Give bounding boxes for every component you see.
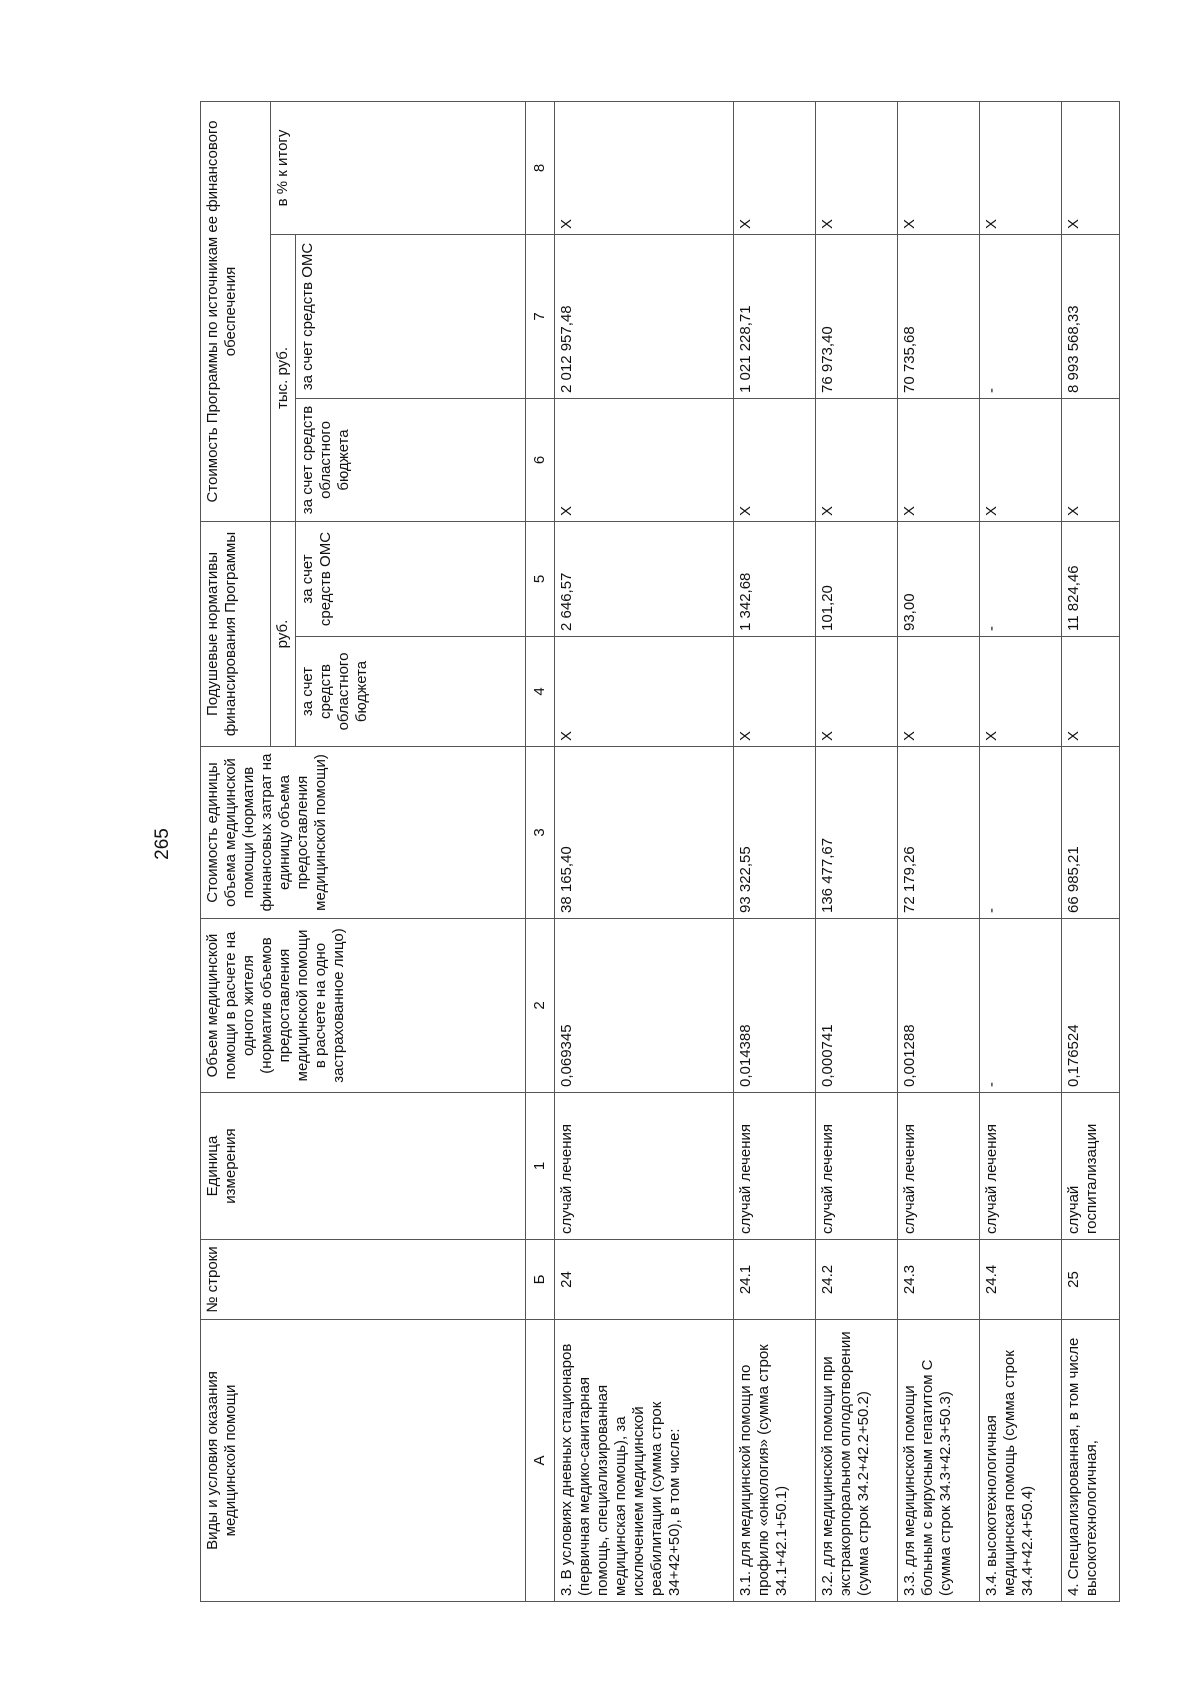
header-unit-cost: Стоимость единицы объема медицинской помощи (норматив финансовых затрат на единицу объема предоставления медицинской помощи)	[201, 747, 526, 919]
table-row	[898, 101, 980, 1601]
row-name: 3. В условиях дневных стационаров (первичная медико-санитарная помощь, специализированная медицинская помощь), за исключением медицинской реабилитации (сумма строк 34+42+50), в том числе:	[555, 1320, 734, 1602]
row-unit: случай лечения	[733, 1093, 815, 1240]
header-norm-unit: руб.	[271, 522, 296, 747]
col-number: 1	[526, 1093, 555, 1240]
row-norm-oms: 11 824,46	[1062, 522, 1120, 637]
col-number: 6	[526, 399, 555, 522]
row-norm-budget: X	[898, 637, 980, 747]
rotated-table-container	[200, 102, 1120, 1602]
row-cost-oms: 2 012 957,48	[555, 235, 734, 399]
row-norm-oms: 2 646,57	[555, 522, 734, 637]
header-cost-budget: за счет средств областного бюджета	[296, 399, 526, 522]
col-number: 3	[526, 747, 555, 919]
header-volume: Объем медицинской помощи в расчете на одного жителя (норматив объемов предоставления медицинской помощи в расчете на одно застрахованное лицо)	[201, 919, 526, 1093]
row-cost-budget: X	[555, 399, 734, 522]
row-norm-oms: 93,00	[898, 522, 980, 637]
row-line: 24.1	[733, 1240, 815, 1320]
row-unit: случай лечения	[898, 1093, 980, 1240]
row-cost-oms: 1 021 228,71	[733, 235, 815, 399]
row-norm-budget: X	[980, 637, 1062, 747]
col-number: 5	[526, 522, 555, 637]
column-numbers-row	[526, 101, 555, 1601]
row-line: 25	[1062, 1240, 1120, 1320]
row-cost-budget: X	[980, 399, 1062, 522]
row-cost-unit: 93 322,55	[733, 747, 815, 919]
row-volume: 0,000741	[815, 919, 897, 1093]
row-unit: случай лечения	[980, 1093, 1062, 1240]
row-line: 24.4	[980, 1240, 1062, 1320]
header-norm-budget: за счет средств областного бюджета	[296, 637, 526, 747]
col-number: Б	[526, 1240, 555, 1320]
row-percent: X	[815, 101, 897, 234]
row-name: 3.1. для медицинской помощи по профилю «онкология» (сумма строк 34.1+42.1+50.1)	[733, 1320, 815, 1602]
row-cost-budget: X	[898, 399, 980, 522]
row-cost-oms: -	[980, 235, 1062, 399]
row-cost-oms: 76 973,40	[815, 235, 897, 399]
row-percent: X	[1062, 101, 1120, 234]
row-percent: X	[898, 101, 980, 234]
row-cost-budget: X	[733, 399, 815, 522]
row-cost-unit: -	[980, 747, 1062, 919]
row-cost-unit: 136 477,67	[815, 747, 897, 919]
row-name: 3.3. для медицинской помощи больным с вирусным гепатитом С (сумма строк 34.3+42.3+50.3)	[898, 1320, 980, 1602]
row-name: 3.2. для медицинской помощи при экстракорпоральном оплодотворении (сумма строк 34.2+42.2+50.2)	[815, 1320, 897, 1602]
row-volume: -	[980, 919, 1062, 1093]
row-line: 24	[555, 1240, 734, 1320]
row-percent: X	[733, 101, 815, 234]
row-name: 3.4. высокотехнологичная медицинская помощь (сумма строк 34.4+42.4+50.4)	[980, 1320, 1062, 1602]
table-row	[815, 101, 897, 1601]
row-cost-oms: 70 735,68	[898, 235, 980, 399]
row-cost-budget: X	[1062, 399, 1120, 522]
page-number: 265	[152, 828, 173, 860]
row-line: 24.3	[898, 1240, 980, 1320]
table-row	[1062, 101, 1120, 1601]
header-cost-unit: тыс. руб.	[271, 235, 296, 522]
row-norm-budget: X	[555, 637, 734, 747]
header-norm-oms: за счет средств ОМС	[296, 522, 526, 637]
col-number: 7	[526, 235, 555, 399]
table-row	[980, 101, 1062, 1601]
header-program-cost: Стоимость Программы по источникам ее финансового обеспечения	[201, 101, 271, 521]
row-norm-oms: 101,20	[815, 522, 897, 637]
row-volume: 0,176524	[1062, 919, 1120, 1093]
row-volume: 0,014388	[733, 919, 815, 1093]
row-name: 4. Специализированная, в том числе высокотехнологичная,	[1062, 1320, 1120, 1602]
row-volume: 0,001288	[898, 919, 980, 1093]
col-number: 2	[526, 919, 555, 1093]
table-row	[733, 101, 815, 1601]
header-line-no: № строки	[201, 1240, 526, 1320]
row-unit: случай госпитализации	[1062, 1093, 1120, 1240]
row-norm-budget: X	[1062, 637, 1120, 747]
header-percent: в % к итогу	[271, 101, 526, 234]
row-norm-oms: 1 342,68	[733, 522, 815, 637]
row-percent: X	[980, 101, 1062, 234]
financing-table	[200, 101, 1120, 1602]
header-unit: Единица измерения	[201, 1093, 526, 1240]
row-norm-oms: -	[980, 522, 1062, 637]
row-cost-unit: 66 985,21	[1062, 747, 1120, 919]
row-unit: случай лечения	[815, 1093, 897, 1240]
table-row	[555, 101, 734, 1601]
header-per-capita-norms: Подушевые нормативы финансирования Программы	[201, 522, 271, 747]
row-line: 24.2	[815, 1240, 897, 1320]
row-cost-unit: 72 179,26	[898, 747, 980, 919]
row-volume: 0,069345	[555, 919, 734, 1093]
row-cost-unit: 38 165,40	[555, 747, 734, 919]
col-number: 8	[526, 101, 555, 234]
row-norm-budget: X	[733, 637, 815, 747]
row-unit: случай лечения	[555, 1093, 734, 1240]
row-percent: X	[555, 101, 734, 234]
row-cost-budget: X	[815, 399, 897, 522]
header-types: Виды и условия оказания медицинской помощи	[201, 1320, 526, 1602]
row-norm-budget: X	[815, 637, 897, 747]
header-cost-oms: за счет средств ОМС	[296, 235, 526, 399]
col-number: 4	[526, 637, 555, 747]
col-number: А	[526, 1320, 555, 1602]
row-cost-oms: 8 993 568,33	[1062, 235, 1120, 399]
